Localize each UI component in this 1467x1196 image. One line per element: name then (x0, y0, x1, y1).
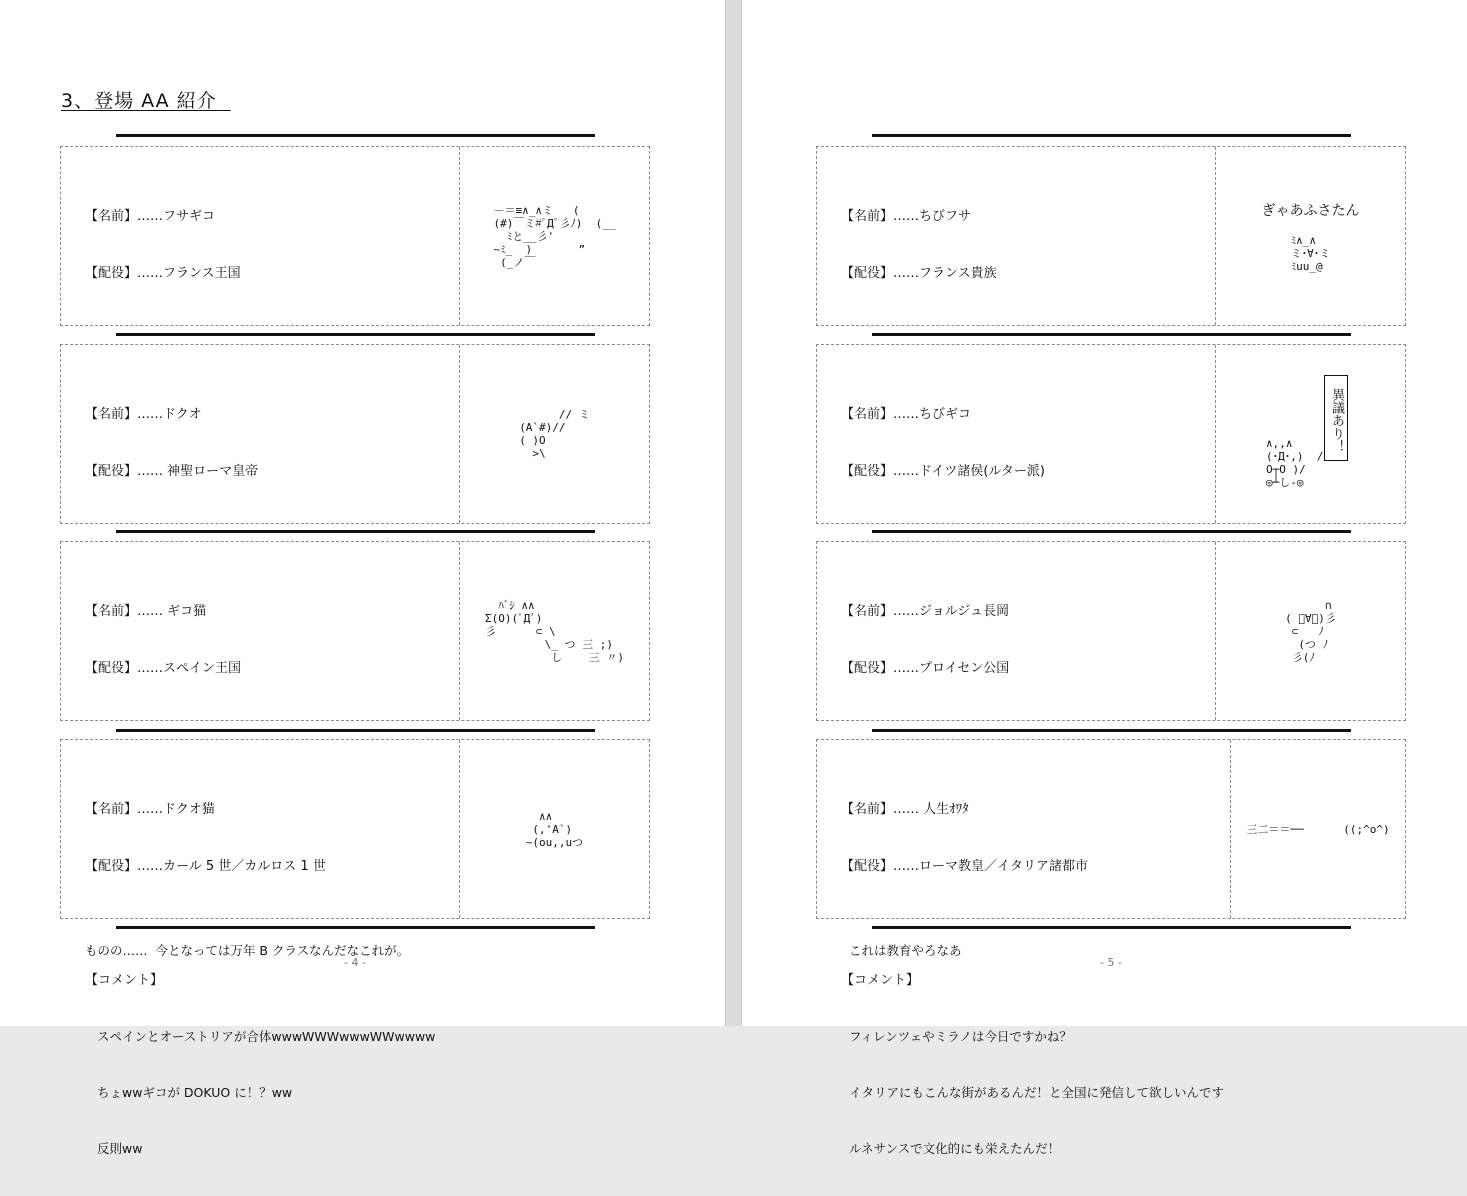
name-label: 【名前】…… (85, 407, 164, 422)
ascii-art-dokuo-cat: ∧∧ (,'A`) ~(ou,,uつ (525, 809, 584, 849)
ascii-art-panel (460, 147, 649, 325)
sign-art-container (1216, 345, 1405, 523)
ascii-art-panel (460, 345, 649, 523)
role-label: 【配役】…… (841, 464, 920, 479)
comment-line: 反則ww (97, 1141, 143, 1156)
character-card (60, 146, 650, 326)
comment-line: ちょwwギコが DOKUO に！？ww (97, 1085, 293, 1100)
ascii-art-george: ∩ ( ﾟ∀ﾟ)彡 ⊂ ﾉ (つ ﾉ 彡(ﾉ (1285, 598, 1336, 664)
role-label: 【配役】…… (85, 661, 164, 676)
ascii-art-panel (1216, 147, 1405, 325)
separator-rule (116, 134, 595, 137)
role-line (85, 264, 433, 283)
role-label: 【配役】…… (85, 859, 164, 874)
name-line (85, 405, 458, 424)
character-role: フランス貴族 (919, 266, 997, 281)
name-line (841, 602, 1195, 621)
ascii-art-giko-cat: ﾊﾞｼ ∧∧ Σ(O)(ﾟДﾟ) 彡 ⊂ \ \_ つ 三 ;) し 三 〃) (485, 598, 624, 664)
character-name: ドクオ (163, 407, 202, 422)
separator-rule (872, 926, 1351, 929)
ascii-art-chibi-fusa: ﾐ∧_∧ ミ･∀･ミ ﾐuu_@ (1290, 233, 1331, 273)
page-5 (742, 0, 1467, 1156)
ascii-art-panel (460, 740, 649, 918)
page-gutter (725, 0, 742, 1026)
card-text (841, 762, 1224, 1196)
comment-line: ものの…… 今となっては万年 B クラスなんだなこれが。 (85, 943, 410, 958)
name-label: 【名前】…… (85, 802, 164, 817)
name-line (85, 800, 435, 819)
comment-label: 【コメント】 (85, 973, 164, 988)
ascii-art-dokuo: // ミ (A`#)// ( )O >\ (519, 408, 590, 460)
character-name: 人生ｵﾜﾀ (919, 802, 969, 817)
separator-rule (872, 530, 1351, 533)
role-label: 【配役】…… (841, 266, 920, 281)
name-line (841, 405, 1177, 424)
character-card (816, 344, 1406, 524)
name-line (841, 800, 1224, 819)
ascii-art-panel (460, 542, 649, 720)
separator-rule (116, 926, 595, 929)
character-name: ドクオ猫 (163, 802, 215, 817)
character-name: フサギコ (163, 209, 216, 224)
art-caption: ぎゃあふさたん (1261, 202, 1360, 219)
character-name: ギコ猫 (163, 604, 207, 619)
ascii-art-chibi-giko: ∧,,∧ (･Д･,) / O┬O )/ ◎┴し-◎ (1266, 437, 1324, 489)
character-role: フランス王国 (163, 266, 241, 281)
page-number: - 5 - (1100, 956, 1122, 969)
role-line (841, 857, 1224, 876)
ascii-art-panel (1231, 740, 1405, 918)
name-label: 【名前】…… (841, 407, 920, 422)
character-card (816, 146, 1406, 326)
page-4 (0, 0, 725, 1156)
role-label: 【配役】…… (841, 859, 920, 874)
ascii-art-life-over: 三二＝＝── ((;^o^) (1246, 822, 1390, 836)
character-role: スペイン王国 (163, 661, 242, 676)
role-line (841, 659, 1195, 678)
separator-rule (116, 333, 595, 336)
name-line (85, 602, 450, 621)
character-role: カール 5 世／カルロス 1 世 (163, 859, 326, 874)
comment-line: フィレンツェやミラノは今日ですかね？ (849, 1029, 1072, 1044)
objection-sign: 異議あり！ (1324, 375, 1348, 461)
ascii-art-panel (1216, 542, 1405, 720)
character-name: ちびギコ (919, 407, 972, 422)
card-text (85, 762, 435, 1196)
separator-rule (872, 333, 1351, 336)
comment-line: イタリアにもこんな街があるんだ！と全国に発信して欲しいんです (849, 1085, 1225, 1100)
character-card (60, 344, 650, 524)
name-line (841, 207, 1202, 226)
character-role: プロイセン公国 (919, 661, 1010, 676)
ascii-art-panel (1216, 345, 1405, 523)
name-label: 【名前】…… (85, 209, 164, 224)
role-label: 【配役】…… (841, 661, 920, 676)
comment-line: ルネサンスで文化的にも栄えたんだ！ (849, 1141, 1061, 1156)
role-label: 【配役】…… (85, 464, 164, 479)
name-line (85, 207, 433, 226)
character-name: ちびフサ (919, 209, 972, 224)
character-role: ローマ教皇／イタリア諸都市 (919, 859, 1089, 874)
role-line (841, 462, 1177, 481)
page-number: - 4 - (344, 956, 366, 969)
name-label: 【名前】…… (841, 604, 920, 619)
role-line (841, 264, 1202, 283)
separator-rule (116, 729, 595, 732)
role-line (85, 659, 450, 678)
separator-rule (872, 134, 1351, 137)
separator-rule (872, 729, 1351, 732)
role-label: 【配役】…… (85, 266, 164, 281)
separator-rule (116, 530, 595, 533)
character-name: ジョルジュ長岡 (919, 604, 1010, 619)
ascii-art-fusagiko: －＝≡∧_∧ミ ( (#)￣ミ#ﾟДﾟ彡ﾉ) (__ ﾐと__彡' ~ﾐ_ ) ” (_ノ￣ (493, 203, 616, 269)
comment-label: 【コメント】 (841, 973, 920, 988)
comment-line: スペインとオーストリアが合体wwwWWWwwwWWwwww (97, 1029, 436, 1044)
name-label: 【名前】…… (841, 802, 920, 817)
name-label: 【名前】…… (85, 604, 164, 619)
name-label: 【名前】…… (841, 209, 920, 224)
role-line (85, 462, 458, 481)
comment-line: これは教育やろなあ (849, 943, 962, 958)
role-line (85, 857, 435, 876)
section-title: 3、登場 AA 紹介 (61, 90, 231, 112)
character-role: ドイツ諸侯(ルター派) (919, 464, 1045, 479)
character-role: 神聖ローマ皇帝 (163, 464, 259, 479)
